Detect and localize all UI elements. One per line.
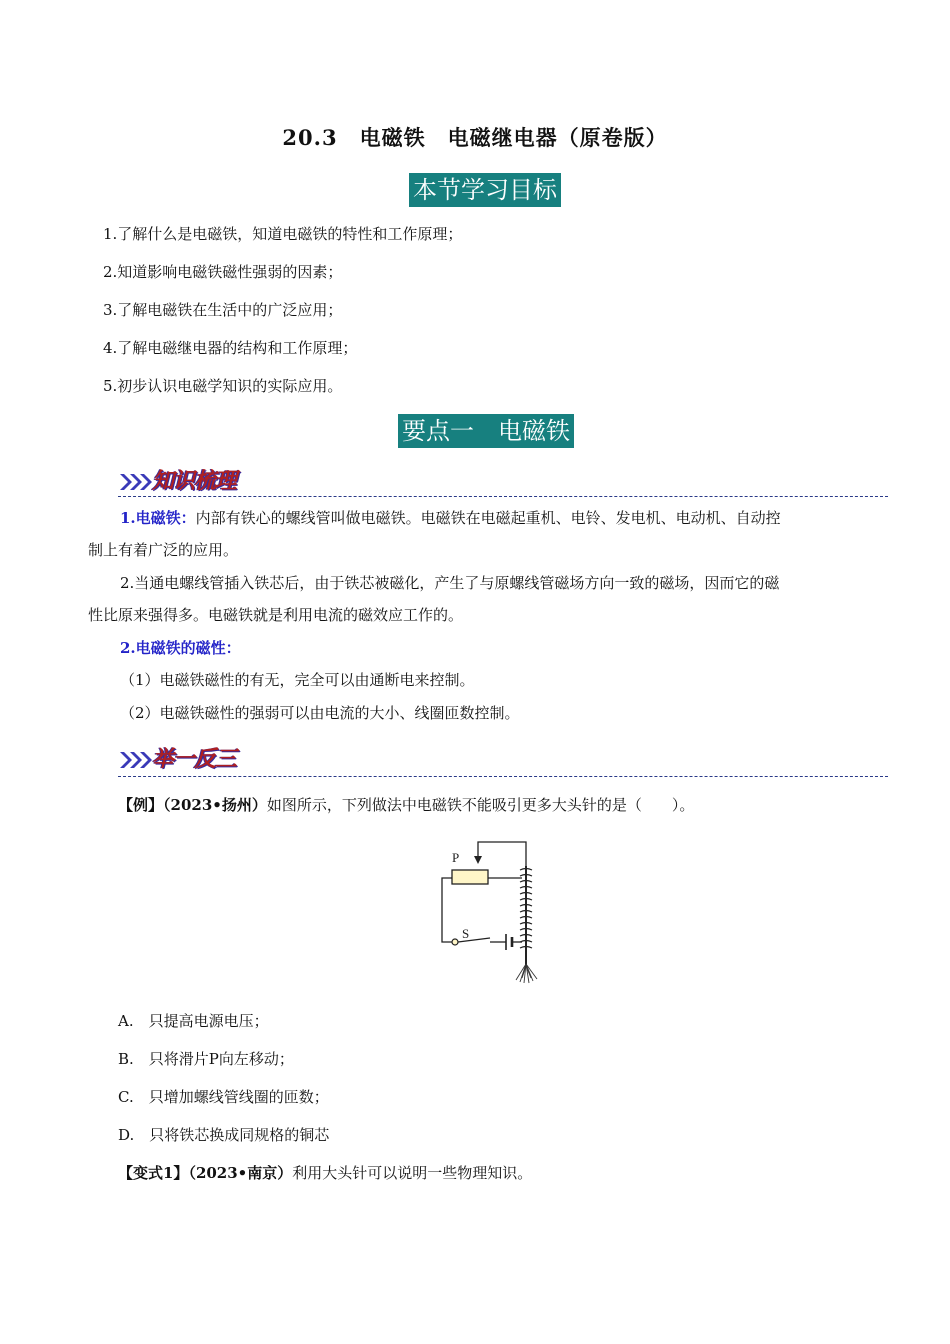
- term-label: 2.电磁铁的磁性：: [120, 639, 241, 657]
- example-source: （2023•扬州）: [163, 796, 267, 814]
- practice-ribbon: [118, 740, 318, 776]
- variant-label: 【变式1】: [118, 1164, 189, 1182]
- switch-icon: [452, 939, 458, 945]
- document-title: 20.3 电磁铁 电磁继电器（原卷版）: [282, 125, 668, 150]
- rheostat-icon: [452, 870, 488, 884]
- divider: [118, 776, 888, 777]
- electromagnet-circuit-figure: [436, 838, 548, 986]
- pins-icon: [516, 964, 537, 983]
- knowledge-ribbon: [118, 462, 318, 498]
- option-c: C. 只增加螺线管线圈的匝数；: [118, 1088, 329, 1106]
- variant-text: 利用大头针可以说明一些物理知识。: [292, 1164, 533, 1182]
- knowledge-ribbon-label: 知识梳理: [152, 468, 237, 494]
- para-text: 内部有铁心的螺线管叫做电磁铁。电磁铁在电磁起重机、电铃、发电机、电动机、自动控: [195, 509, 781, 527]
- knowledge-para-1: [120, 508, 781, 528]
- para-text: 制上有着广泛的应用。: [88, 541, 239, 559]
- variant-question: [118, 1163, 532, 1183]
- para-text: （1）电磁铁磁性的有无，完全可以由通断电来控制。: [120, 671, 475, 689]
- example-text: 如图所示，下列做法中电磁铁不能吸引更多大头针的是（ ）。: [266, 796, 695, 814]
- term-label: 1.电磁铁：: [120, 509, 196, 527]
- objective-item: 1.了解什么是电磁铁，知道电磁铁的特性和工作原理；: [103, 225, 463, 243]
- section-banner: 要点一 电磁铁: [398, 414, 574, 448]
- para-text: （2）电磁铁磁性的强弱可以由电流的大小、线圈匝数控制。: [120, 704, 520, 722]
- objectives-banner: 本节学习目标: [409, 173, 561, 207]
- variant-source: （2023•南京）: [188, 1164, 293, 1182]
- para-text: 性比原来强得多。电磁铁就是利用电流的磁效应工作的。: [88, 606, 464, 624]
- objective-item: 5.初步认识电磁学知识的实际应用。: [103, 377, 343, 395]
- objective-item: 4.了解电磁继电器的结构和工作原理；: [103, 339, 358, 357]
- option-b: B. 只将滑片P向左移动；: [118, 1050, 294, 1068]
- practice-ribbon-label: 举一反三: [152, 746, 237, 772]
- para-text: 2.当通电螺线管插入铁芯后，由于铁芯被磁化，产生了与原螺线管磁场方向一致的磁场，因而它的磁: [120, 574, 780, 592]
- option-a: A. 只提高电源电压；: [118, 1012, 269, 1030]
- slider-label: P: [452, 850, 460, 865]
- objective-item: 2.知道影响电磁铁磁性强弱的因素；: [103, 263, 343, 281]
- option-d: D. 只将铁芯换成同规格的铜芯: [118, 1126, 330, 1144]
- objective-item: 3.了解电磁铁在生活中的广泛应用；: [103, 301, 343, 319]
- example-label: 【例】: [118, 796, 164, 814]
- switch-label: S: [462, 926, 470, 941]
- divider: [118, 496, 888, 497]
- example-question: [118, 795, 694, 815]
